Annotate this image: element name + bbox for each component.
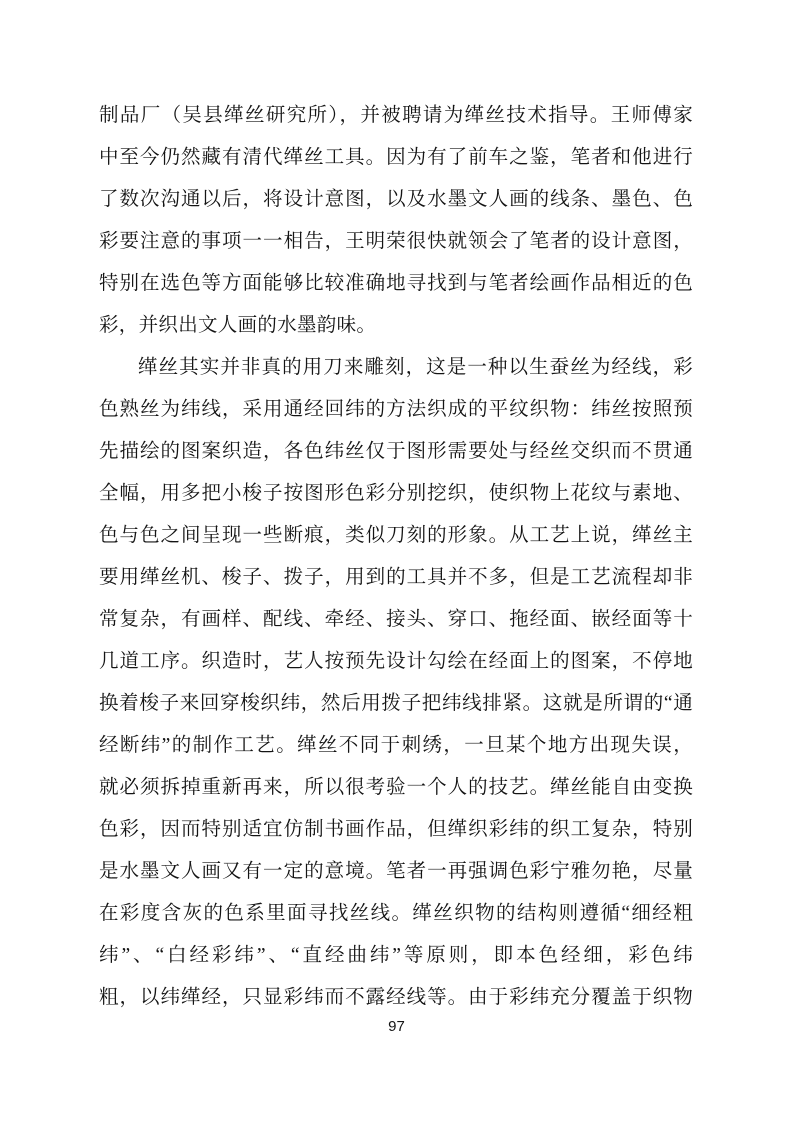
text-line: 常复杂，有画样、配线、牵经、接头、穿口、拖经面、嵌经面等十 <box>99 609 693 630</box>
text-line: 要用缂丝机、梭子、拨子，用到的工具并不多，但是工艺流程却非 <box>99 567 693 588</box>
text-line: 纬”、“白经彩纬”、“直经曲纬”等原则，即本色经细，彩色纬 <box>99 945 693 966</box>
text-line: 换着梭子来回穿梭织纬，然后用拨子把纬线排紧。这就是所谓的“通 <box>99 693 693 714</box>
text-line: 色熟丝为纬线，采用通经回纬的方法织成的平纹织物：纬丝按照预 <box>99 399 693 420</box>
text-line: 粗，以纬缂经，只显彩纬而不露经线等。由于彩纬充分覆盖于织物 <box>99 987 693 1008</box>
page-number: 97 <box>388 1018 405 1035</box>
text-line: 在彩度含灰的色系里面寻找丝线。缂丝织物的结构则遵循“细经粗 <box>99 903 693 924</box>
text-line: 经断纬”的制作工艺。缂丝不同于刺绣，一旦某个地方出现失误， <box>99 735 693 756</box>
text-line: 几道工序。织造时，艺人按预先设计勾绘在经面上的图案，不停地 <box>99 651 693 672</box>
page-footer <box>0 1018 793 1036</box>
page-body-text <box>99 95 693 1019</box>
text-line: 制品厂（吴县缂丝研究所），并被聘请为缂丝技术指导。王师傅家 <box>99 105 693 126</box>
text-line: 彩，并织出文人画的水墨韵味。 <box>99 315 377 336</box>
paragraph-2 <box>99 347 693 1019</box>
text-line: 是水墨文人画又有一定的意境。笔者一再强调色彩宁雅勿艳，尽量 <box>99 861 693 882</box>
text-line: 色彩，因而特别适宜仿制书画作品，但缂织彩纬的织工复杂，特别 <box>99 819 693 840</box>
text-line: 全幅，用多把小梭子按图形色彩分别挖织，使织物上花纹与素地、 <box>99 483 693 504</box>
text-line: 色与色之间呈现一些断痕，类似刀刻的形象。从工艺上说，缂丝主 <box>99 525 693 546</box>
text-line: 缂丝其实并非真的用刀来雕刻，这是一种以生蚕丝为经线，彩 <box>138 357 693 378</box>
text-line: 先描绘的图案织造，各色纬丝仅于图形需要处与经丝交织而不贯通 <box>99 441 693 462</box>
paragraph-1 <box>99 95 693 347</box>
text-line: 就必须拆掉重新再来，所以很考验一个人的技艺。缂丝能自由变换 <box>99 777 693 798</box>
text-line: 了数次沟通以后，将设计意图，以及水墨文人画的线条、墨色、色 <box>99 189 693 210</box>
text-line: 中至今仍然藏有清代缂丝工具。因为有了前车之鉴，笔者和他进行 <box>99 147 693 168</box>
text-line: 彩要注意的事项一一相告，王明荣很快就领会了笔者的设计意图， <box>99 231 693 252</box>
text-line: 特别在选色等方面能够比较准确地寻找到与笔者绘画作品相近的色 <box>99 273 693 294</box>
